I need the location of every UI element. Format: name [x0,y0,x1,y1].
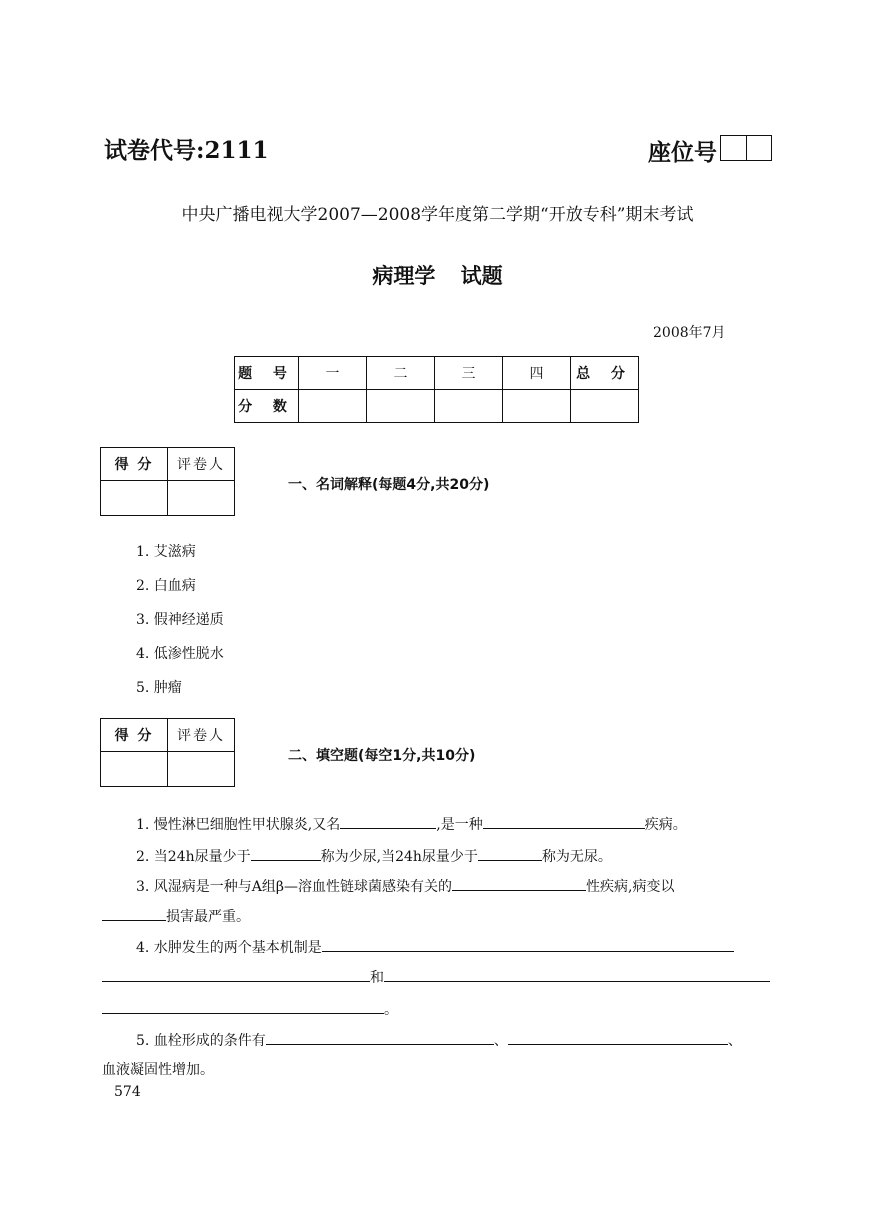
answer-blank[interactable] [508,1030,728,1045]
question-text: 5. 血栓形成的条件有 [136,1033,266,1049]
page-number: 574 [114,1084,141,1100]
question-number-label: 题 号 [235,357,299,390]
question-text: 和 [370,970,384,986]
score-table [234,356,639,423]
question-text: 称为少尿,当24h尿量少于 [320,849,478,865]
grader-label: 评卷人 [168,719,235,752]
question-text: 称为无尿。 [541,849,612,865]
fill-question-5 [136,1030,742,1050]
answer-blank[interactable] [251,846,321,861]
fill-question-4-cont [102,967,770,987]
column-header: 一 [299,357,367,390]
score-cell [299,390,367,423]
table-row [235,357,639,390]
grader-label: 评卷人 [168,448,235,481]
table-row [101,719,235,752]
answer-blank[interactable] [483,814,645,829]
question-text: 性疾病,病变以 [586,879,675,895]
score-cell [435,390,503,423]
question-text: 、 [727,1033,742,1049]
question-text: 2. 当24h尿量少于 [136,849,251,865]
question-text: 。 [384,1002,398,1018]
score-cell [101,481,168,516]
total-score-label: 总 分 [571,357,639,390]
question-text: 、 [493,1033,508,1049]
fill-question-2 [136,846,612,866]
fill-question-4 [136,937,734,957]
exam-date: 2008年7月 [653,325,726,341]
answer-blank[interactable] [340,814,436,829]
section-title: 二、填空题(每空1分,共10分) [288,748,476,764]
column-header: 二 [367,357,435,390]
answer-blank[interactable] [102,906,166,921]
table-row [101,448,235,481]
grader-box [100,447,235,516]
column-header: 三 [435,357,503,390]
question-text: 4. 水肿发生的两个基本机制是 [136,940,322,956]
answer-blank[interactable] [102,967,370,982]
question-text: 疾病。 [644,817,687,833]
answer-blank[interactable] [384,967,770,982]
answer-blank[interactable] [102,999,384,1014]
list-item: 1. 艾滋病 [136,544,196,560]
university-line: 中央广播电视大学2007—2008学年度第二学期“开放专科”期末考试 [181,205,694,225]
table-row [101,481,235,516]
answer-blank[interactable] [478,846,542,861]
list-item: 5. 肿瘤 [136,680,182,696]
answer-blank[interactable] [322,937,734,952]
seat-number-boxes [720,135,772,161]
question-text: 损害最严重。 [166,909,250,925]
grader-box [100,718,235,787]
list-item: 4. 低渗性脱水 [136,646,224,662]
score-label: 得 分 [101,448,168,481]
answer-blank[interactable] [266,1030,494,1045]
answer-blank[interactable] [452,876,586,891]
fill-question-3 [136,876,674,896]
fill-question-3-cont [102,906,250,926]
score-cell [571,390,639,423]
paper-code: 试卷代号:2111 [104,137,269,164]
grader-cell [168,481,235,516]
table-row [235,390,639,423]
list-item: 3. 假神经递质 [136,612,224,628]
grader-cell [168,752,235,787]
question-text: 3. 风湿病是一种与A组β—溶血性链球菌感染有关的 [136,879,453,895]
column-header: 四 [503,357,571,390]
question-text: 血液凝固性增加。 [102,1062,214,1078]
exam-title: 病理学 试题 [372,263,503,288]
score-cell [101,752,168,787]
score-cell [503,390,571,423]
question-text: 1. 慢性淋巴细胞性甲状腺炎,又名 [136,817,341,833]
section-title: 一、名词解释(每题4分,共20分) [288,477,490,493]
seat-number-label: 座位号 [648,139,717,166]
score-label: 分 数 [235,390,299,423]
fill-question-1 [136,814,687,834]
list-item: 2. 白血病 [136,578,196,594]
fill-question-4-end [102,999,398,1019]
score-label: 得 分 [101,719,168,752]
score-cell [367,390,435,423]
table-row [101,752,235,787]
question-text: ,是一种 [436,817,483,833]
